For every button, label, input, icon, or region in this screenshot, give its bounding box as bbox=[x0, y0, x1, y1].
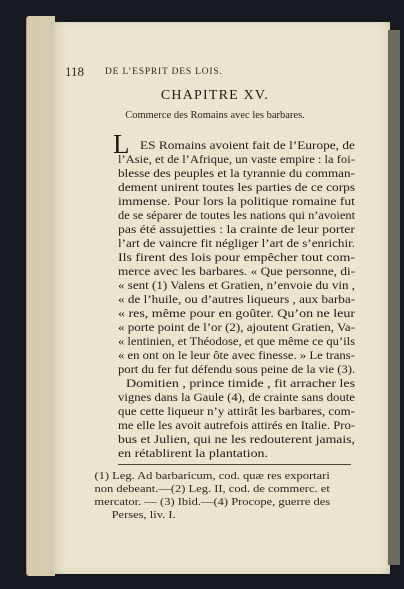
body-line: l’art de vaincre fit négliger l’art de s’enrichir. bbox=[118, 236, 356, 250]
body-line: pas été assujetties : la crainte de leur porter bbox=[118, 222, 355, 236]
body-line: « lentinien, et Théodose, et que même ce qu’ils bbox=[118, 334, 356, 348]
body-line: merce avec les barbares. « Que personne, di- bbox=[118, 264, 356, 278]
body-line: blesse des peuples et la tyrannie du comman- bbox=[118, 166, 355, 180]
body-line: vignes dans la Gaule (4), de crainte sans doute bbox=[118, 390, 355, 404]
running-head: DE L’ESPRIT DES LOIS. bbox=[105, 67, 223, 77]
body-line: bus et Julien, qui ne les redouterent jamais, bbox=[118, 432, 355, 446]
body-line: Domitien , prince timide , fit arracher les bbox=[126, 376, 356, 390]
footnote-line: non debeant.—(2) Leg. II, cod. de commerc. et bbox=[94, 484, 330, 495]
body-line: l’Asie, et de l’Afrique, un vaste empire : la foi- bbox=[118, 152, 355, 166]
drop-cap: L bbox=[113, 129, 130, 159]
body-line: port du fer fut défendu sous peine de la vie (3). bbox=[118, 362, 356, 376]
page-number: 118 bbox=[65, 64, 85, 79]
body-line: que cette liqueur n’y attirât les barbares, com- bbox=[118, 404, 355, 418]
body-line: Ils firent des lois pour empêcher tout com- bbox=[118, 250, 355, 264]
footnote-line: Perses, liv. I. bbox=[111, 510, 176, 521]
footnote-line: mercator. — (3) Ibid.—(4) Procope, guerre des bbox=[94, 497, 331, 508]
body-line: « res, même pour en goûter. Qu’on ne leur bbox=[118, 306, 356, 320]
body-line: en rétablirent la plantation. bbox=[118, 446, 268, 460]
body-line: « porte point de l’or (2), ajoutent Gratien, Va- bbox=[118, 320, 356, 334]
chapter-subtitle: Commerce des Romains avec les barbares. bbox=[125, 110, 305, 121]
body-line: de se séparer de toutes les nations qui n’avoient bbox=[118, 208, 356, 222]
chapter-title: CHAPITRE XV. bbox=[160, 88, 270, 103]
body-line: « sent (1) Valens et Gratien, n’envoie du vin , bbox=[118, 278, 356, 292]
body-line: me elle les avoit autrefois attirés en Italie. Pro- bbox=[118, 418, 356, 432]
body-line: « de l’huile, ou d’autres liqueurs , aux barba- bbox=[118, 292, 356, 306]
body-line: ES Romains avoient fait de l’Europe, de bbox=[140, 138, 355, 152]
page-edge-shadow bbox=[388, 30, 400, 565]
footnote-rule bbox=[118, 464, 351, 465]
footnote-line: (1) Leg. Ad barbaricum, cod. quæ res exportari bbox=[94, 471, 330, 482]
body-line: « en ont on le leur ôte avec finesse. » Le trans- bbox=[118, 348, 355, 362]
body-line: dement unirent toutes les parties de ce corps bbox=[118, 180, 356, 194]
body-line: immense. Pour lors la politique romaine fut bbox=[118, 194, 355, 208]
